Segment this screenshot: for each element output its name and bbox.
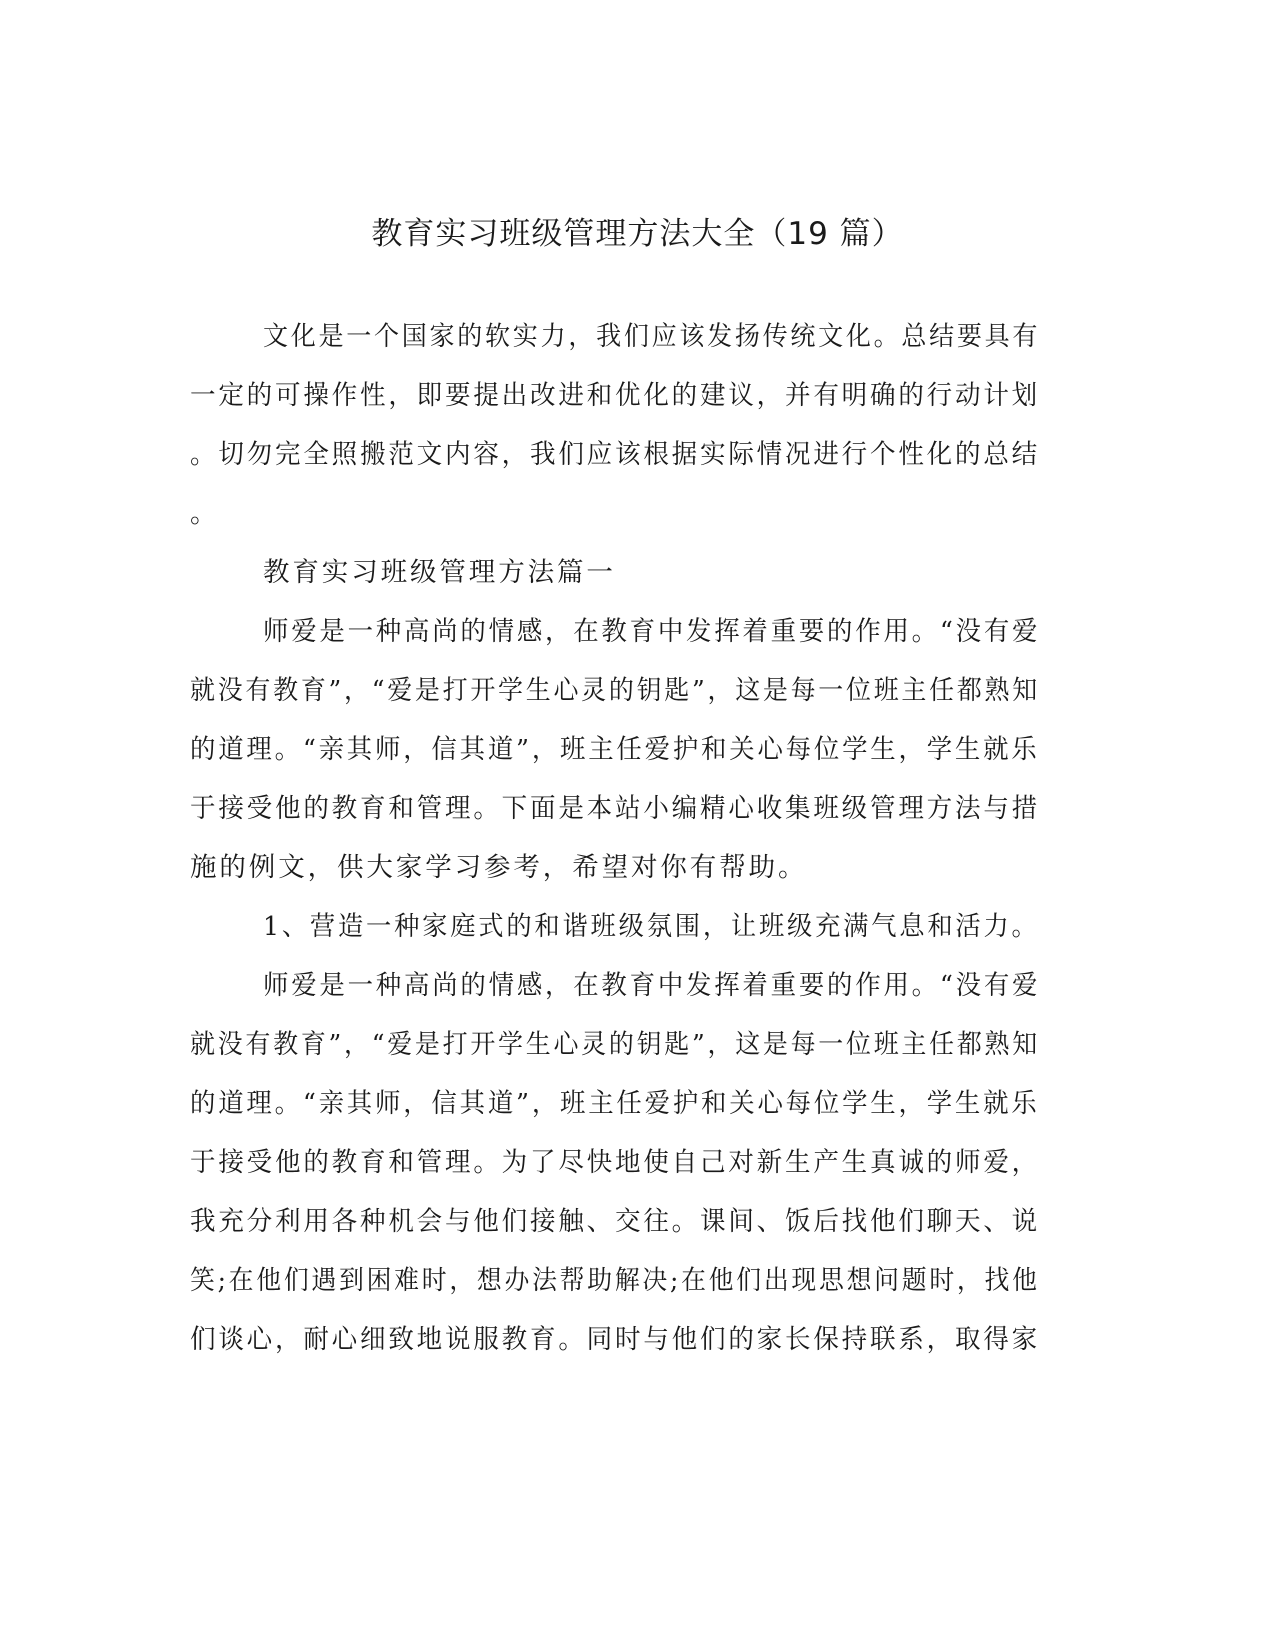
paragraph-line: 师爱是一种高尚的情感，在教育中发挥着重要的作用。“没有爱 (263, 616, 1041, 647)
section-heading: 教育实习班级管理方法篇一 (263, 557, 616, 588)
paragraph-line: 。 (190, 498, 220, 529)
paragraph-line: 就没有教育”，“爱是打开学生心灵的钥匙”，这是每一位班主任都熟知 (190, 1029, 1040, 1060)
paragraph-line: 就没有教育”，“爱是打开学生心灵的钥匙”，这是每一位班主任都熟知 (190, 675, 1040, 706)
paragraph-line: 施的例文，供大家学习参考，希望对你有帮助。 (190, 852, 808, 883)
paragraph-line: 我充分利用各种机会与他们接触、交往。课间、饭后找他们聊天、说 (190, 1206, 1040, 1237)
paragraph-line: 笑;在他们遇到困难时，想办法帮助解决;在他们出现思想问题时，找他 (190, 1265, 1040, 1296)
paragraph-line: 的道理。“亲其师，信其道”，班主任爱护和关心每位学生，学生就乐 (190, 1088, 1040, 1119)
paragraph-line: 师爱是一种高尚的情感，在教育中发挥着重要的作用。“没有爱 (263, 970, 1041, 1001)
list-item-heading: 1、营造一种家庭式的和谐班级氛围，让班级充满气息和活力。 (263, 911, 1040, 942)
paragraph-line: 文化是一个国家的软实力，我们应该发扬传统文化。总结要具有 (263, 321, 1041, 352)
document-title: 教育实习班级管理方法大全（19 篇） (371, 216, 904, 252)
paragraph-line: 一定的可操作性，即要提出改进和优化的建议，并有明确的行动计划 (190, 380, 1040, 411)
paragraph-line: 们谈心，耐心细致地说服教育。同时与他们的家长保持联系，取得家 (190, 1324, 1040, 1355)
paragraph-line: 于接受他的教育和管理。下面是本站小编精心收集班级管理方法与措 (190, 793, 1040, 824)
paragraph-line: 。切勿完全照搬范文内容，我们应该根据实际情况进行个性化的总结 (190, 439, 1040, 470)
paragraph-line: 的道理。“亲其师，信其道”，班主任爱护和关心每位学生，学生就乐 (190, 734, 1040, 765)
paragraph-line: 于接受他的教育和管理。为了尽快地使自己对新生产生真诚的师爱， (190, 1147, 1040, 1178)
